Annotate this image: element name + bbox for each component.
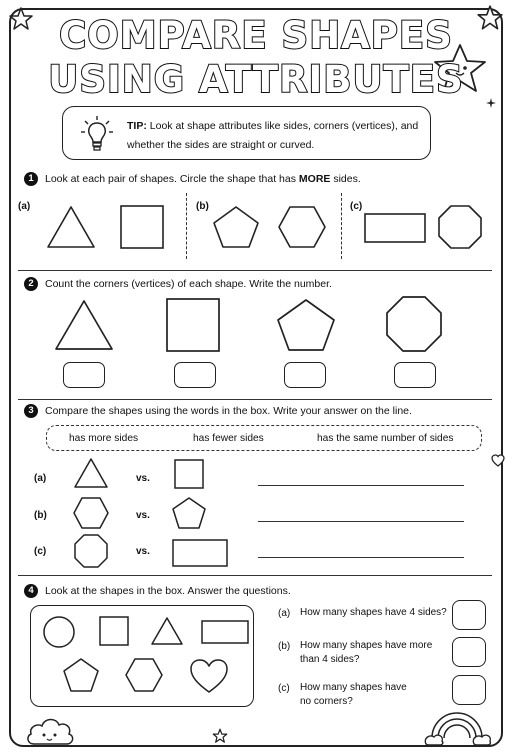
- triangle-shape: [54, 299, 114, 351]
- question-line: than 4 sides?: [300, 654, 360, 665]
- pair-label: (c): [350, 201, 363, 212]
- rectangle-shape[interactable]: [364, 213, 426, 243]
- answer-box[interactable]: [284, 362, 326, 388]
- star-icon: [212, 728, 228, 744]
- question-number: 1: [24, 172, 38, 186]
- section-divider: [18, 270, 492, 271]
- cloud-icon: [24, 712, 76, 746]
- question-2-prompt: [24, 277, 332, 291]
- word-bank-item: has fewer sides: [193, 433, 264, 444]
- vs-label: vs.: [136, 546, 150, 557]
- section-divider: [18, 399, 492, 400]
- question-3-prompt: [24, 404, 412, 418]
- word-bank: [46, 425, 482, 451]
- hexagon-shape: [125, 658, 163, 692]
- question-4-prompt: [24, 584, 291, 598]
- answer-line[interactable]: [258, 557, 464, 558]
- question-number: 3: [24, 404, 38, 418]
- question-line: How many shapes have: [300, 682, 407, 693]
- pentagon-shape[interactable]: [212, 205, 260, 249]
- row-label: (c): [34, 546, 47, 557]
- question-text: [300, 606, 447, 620]
- question-line: How many shapes have more: [300, 640, 433, 651]
- heart-shape: [189, 658, 229, 694]
- question-number: 4: [24, 584, 38, 598]
- pentagon-shape: [63, 658, 99, 692]
- rectangle-shape: [201, 620, 249, 644]
- pair-divider: [341, 193, 342, 259]
- pair-label: (b): [196, 201, 209, 212]
- answer-box[interactable]: [63, 362, 105, 388]
- question-line: How many shapes have 4 sides?: [300, 607, 447, 618]
- tip-body: Look at shape attributes like sides, corners (vertices), and whether the sides are straight or curved.: [127, 120, 419, 151]
- word-bank-item: has more sides: [69, 433, 139, 444]
- answer-box[interactable]: [174, 362, 216, 388]
- pair-label: (a): [18, 201, 31, 212]
- question-1-prompt: [24, 172, 361, 186]
- answer-box[interactable]: [452, 600, 486, 630]
- square-shape[interactable]: [120, 205, 164, 249]
- circle-shape: [43, 616, 75, 648]
- pentagon-shape: [276, 298, 336, 352]
- vs-label: vs.: [136, 510, 150, 521]
- rectangle-shape: [172, 539, 228, 567]
- heart-icon: [491, 454, 505, 467]
- word-bank-item: has the same number of sides: [317, 433, 454, 444]
- question-text: [300, 681, 407, 709]
- q3-text: Compare the shapes using the words in the box. Write your answer on the line.: [45, 404, 412, 417]
- tip-label: TIP:: [127, 120, 147, 132]
- section-divider: [18, 575, 492, 576]
- rainbow-icon: [424, 706, 490, 746]
- hexagon-shape: [73, 497, 109, 529]
- answer-line[interactable]: [258, 521, 464, 522]
- page-title-line2: USING ATTRIBUTES: [48, 58, 464, 101]
- question-label: (b): [278, 641, 291, 652]
- square-shape: [166, 298, 220, 352]
- question-number: 2: [24, 277, 38, 291]
- answer-box[interactable]: [452, 675, 486, 705]
- q1-text-bold: MORE: [298, 172, 331, 185]
- tip-box: [62, 106, 431, 160]
- pair-divider: [186, 193, 187, 259]
- row-label: (b): [34, 510, 47, 521]
- question-label: (a): [278, 608, 291, 619]
- q1-text: Look at each pair of shapes. Circle the shape that has: [45, 172, 299, 185]
- answer-box[interactable]: [452, 637, 486, 667]
- row-label: (a): [34, 473, 47, 484]
- triangle-shape[interactable]: [46, 205, 96, 249]
- q2-text: Count the corners (vertices) of each shape. Write the number.: [45, 277, 332, 290]
- hexagon-shape[interactable]: [277, 205, 327, 249]
- page-title-line1: COMPARE SHAPES: [59, 14, 453, 57]
- vs-label: vs.: [136, 473, 150, 484]
- tip-text: [127, 117, 427, 155]
- triangle-shape: [151, 617, 183, 645]
- question-label: (c): [278, 683, 290, 694]
- shape-collection-box: [30, 605, 254, 707]
- octagon-shape: [74, 534, 108, 568]
- q4-text: Look at the shapes in the box. Answer the questions.: [45, 584, 291, 597]
- question-text: [300, 639, 432, 667]
- octagon-shape: [385, 295, 443, 353]
- triangle-shape: [74, 458, 108, 488]
- octagon-shape[interactable]: [437, 204, 483, 250]
- answer-box[interactable]: [394, 362, 436, 388]
- pentagon-shape: [172, 497, 206, 529]
- question-line: no corners?: [300, 696, 353, 707]
- lightbulb-icon: [79, 115, 115, 153]
- square-shape: [99, 616, 129, 646]
- square-shape: [174, 459, 204, 489]
- q1-text-end: sides.: [330, 172, 361, 185]
- answer-line[interactable]: [258, 485, 464, 486]
